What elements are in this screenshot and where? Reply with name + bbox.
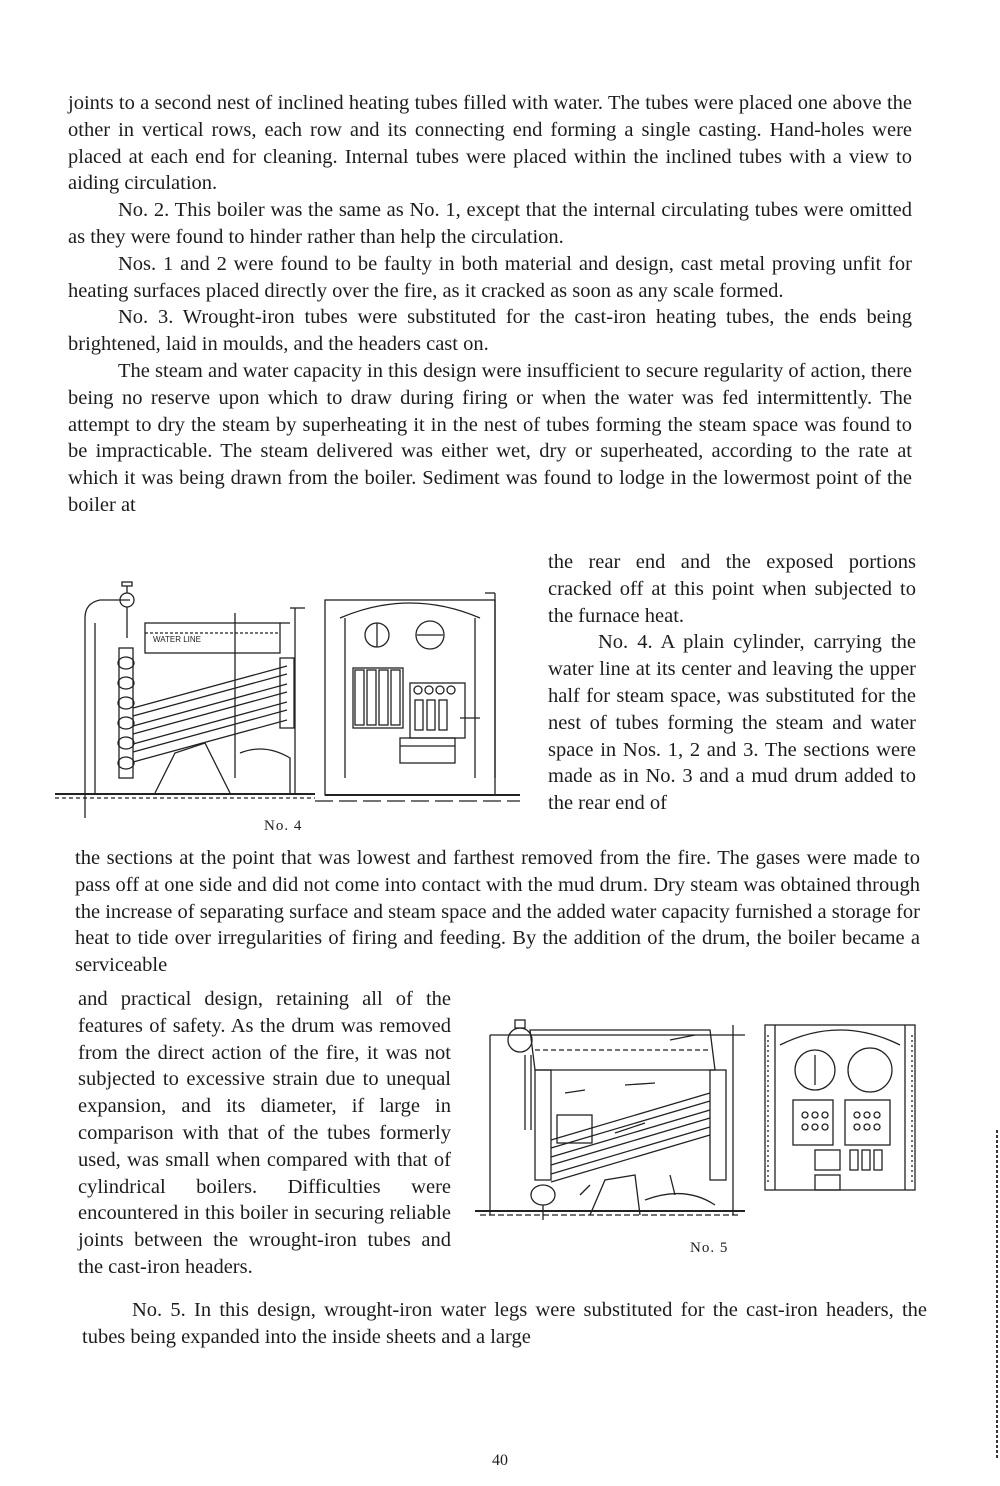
boiler-no-4-drawing — [55, 578, 530, 818]
paragraph: joints to a second nest of inclined heating tubes filled with water. The tubes were placed one above the other in vertical rows, each row and its connecting end forming a single casting. Hand-holes were placed at each end for cleaning. Internal tubes were placed within the inclined tubes with a view to aiding circulation. — [68, 92, 912, 195]
text-block-middle — [75, 845, 920, 979]
figure-no-4 — [55, 578, 530, 818]
figure-caption-no-5: No. 5 — [690, 1240, 729, 1256]
text-block-right-column — [548, 549, 916, 817]
page-number: 40 — [492, 1452, 508, 1469]
text-block-top — [68, 90, 912, 519]
paragraph: No. 3. Wrought-iron tubes were substituted for the cast-iron heating tubes, the ends being brightened, laid in moulds, and the headers cast on. — [68, 306, 912, 356]
paragraph: Nos. 1 and 2 were found to be faulty in both material and design, cast metal proving unfit for heating surfaces placed directly over the fire, as it cracked as soon as any scale formed. — [68, 252, 912, 302]
paragraph: the rear end and the exposed portions cracked off at this point when subjected to the furnace heat. — [548, 551, 916, 627]
paragraph: The steam and water capacity in this design were insufficient to secure regularity of action, there being no reserve upon which to draw during firing or when the water was fed intermittently. The attempt to dry the steam by superheating it in the nest of tubes forming the steam space was found to be impracticable. The steam delivered was either wet, dry or superheated, according to the rate at which it was being drawn from the boiler. Sediment was found to lodge in the lowermost point of the boiler at — [68, 359, 912, 516]
paragraph: and practical design, retaining all of the features of safety. As the drum was removed from the direct action of the fire, it was not subjected to excessive strain due to unequal expansion, and its diameter, if large in comparison with that of the tubes formerly used, was small when compared with that of cylindrical boilers. Difficulties were encountered in this boiler in securing reliable joints between the wrought-iron tubes and the cast-iron headers. — [78, 988, 451, 1278]
water-line-label: WATER LINE — [153, 635, 202, 644]
paragraph: No. 4. A plain cylinder, carrying the water line at its center and leaving the upper half for steam space, was substituted for the nest of tubes forming the steam and water space in Nos. 1, 2 and 3. The sections were made as in No. 3 and a mud drum added to the rear end of — [548, 631, 916, 815]
scan-edge — [996, 1130, 998, 1460]
text-block-bottom — [82, 1297, 927, 1351]
text-block-left-column — [78, 986, 451, 1281]
figure-no-5 — [465, 1015, 935, 1230]
paragraph: No. 5. In this design, wrought-iron water legs were substituted for the cast-iron headers, the tubes being expanded into the inside sheets and a large — [82, 1299, 927, 1348]
paragraph: No. 2. This boiler was the same as No. 1, except that the internal circulating tubes were omitted as they were found to hinder rather than help the circulation. — [68, 199, 912, 248]
figure-caption-no-4: No. 4 — [264, 818, 303, 834]
paragraph: the sections at the point that was lowest and farthest removed from the fire. The gases were made to pass off at one side and did not come into contact with the mud drum. Dry steam was obtained through the increase of separating surface and steam space and the added water capacity furnished a storage for heat to tide over irregularities of firing and feeding. By the addition of the drum, the boiler became a serviceable — [75, 847, 920, 977]
boiler-no-5-drawing — [465, 1015, 935, 1230]
